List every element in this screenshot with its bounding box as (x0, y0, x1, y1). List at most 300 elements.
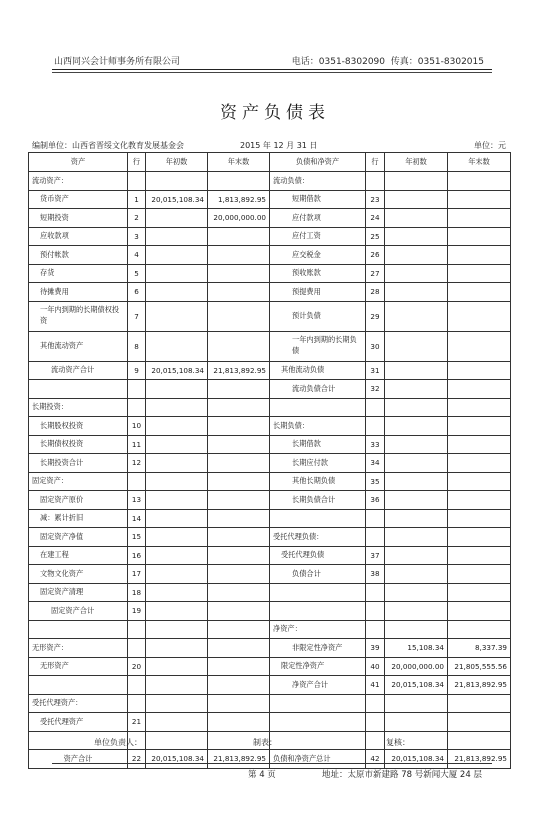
amount-cell: 1,813,892.95 (208, 190, 270, 209)
amount-cell (146, 602, 208, 621)
table-row (29, 639, 511, 658)
line-number-cell: 14 (128, 509, 146, 528)
liability-item-cell: 负债合计 (270, 565, 366, 584)
amount-cell (146, 283, 208, 302)
amount-cell: 20,015,108.34 (146, 750, 208, 769)
asset-item-cell: 文物文化资产 (29, 565, 128, 584)
liability-item-cell: 应付工资 (270, 227, 366, 246)
line-number-cell: 8 (128, 331, 146, 361)
line-number-cell: 4 (128, 246, 146, 265)
amount-cell (146, 491, 208, 510)
amount-cell (146, 639, 208, 658)
amount-cell (385, 435, 448, 454)
amount-cell (448, 491, 511, 510)
amount-cell (448, 731, 511, 750)
amount-cell (385, 620, 448, 639)
asset-item-cell: 待摊费用 (29, 283, 128, 302)
asset-item-cell: 一年内到期的长期债权投资 (29, 301, 128, 331)
amount-cell (448, 435, 511, 454)
liability-item-cell: 应付款项 (270, 209, 366, 228)
page-title: 资产负债表 (220, 103, 330, 123)
amount-cell (146, 435, 208, 454)
page-number: 第 4 页 (248, 770, 276, 780)
amount-cell (208, 491, 270, 510)
liability-item-cell: 一年内到期的长期负债 (270, 331, 366, 361)
table-row (29, 602, 511, 621)
asset-item-cell (29, 620, 128, 639)
liability-item-cell: 净资产合计 (270, 676, 366, 695)
amount-cell (385, 565, 448, 584)
column-header: 年末数 (208, 153, 270, 172)
footer-rule (52, 763, 492, 764)
amount-cell (146, 657, 208, 676)
column-header: 年初数 (146, 153, 208, 172)
amount-cell (448, 694, 511, 713)
amount-cell (448, 620, 511, 639)
line-number-cell: 11 (128, 435, 146, 454)
amount-cell: 21,813,892.95 (448, 676, 511, 695)
asset-item-cell: 流动资产： (29, 172, 128, 191)
amount-cell (146, 509, 208, 528)
line-number-cell: 33 (366, 435, 385, 454)
amount-cell (146, 398, 208, 417)
amount-cell (448, 283, 511, 302)
amount-cell (208, 546, 270, 565)
column-header: 行 (128, 153, 146, 172)
liability-item-cell: 受托代理负债 (270, 546, 366, 565)
asset-item-cell: 减：累计折旧 (29, 509, 128, 528)
asset-item-cell: 长期股权投资 (29, 417, 128, 436)
amount-cell (146, 694, 208, 713)
line-number-cell: 10 (128, 417, 146, 436)
line-number-cell (366, 731, 385, 750)
table-row (29, 264, 511, 283)
table-row (29, 209, 511, 228)
line-number-cell: 39 (366, 639, 385, 658)
line-number-cell: 20 (128, 657, 146, 676)
amount-cell (208, 565, 270, 584)
liability-item-cell: 预收账款 (270, 264, 366, 283)
amount-cell: 8,337.39 (448, 639, 511, 658)
amount-cell (146, 417, 208, 436)
line-number-cell (366, 509, 385, 528)
asset-item-cell: 预付帐款 (29, 246, 128, 265)
line-number-cell: 25 (366, 227, 385, 246)
liability-item-cell: 长期应付款 (270, 454, 366, 473)
table-row (29, 750, 511, 769)
asset-item-cell: 受托代理资产 (29, 713, 128, 732)
asset-item-cell (29, 676, 128, 695)
table-row (29, 417, 511, 436)
amount-cell (448, 172, 511, 191)
currency-unit: 单位：元 (474, 141, 506, 150)
table-row (29, 454, 511, 473)
line-number-cell: 41 (366, 676, 385, 695)
amount-cell (385, 454, 448, 473)
liability-item-cell: 非限定性净资产 (270, 639, 366, 658)
amount-cell (146, 301, 208, 331)
column-header: 负债和净资产 (270, 153, 366, 172)
firm-address: 地址：太原市新建路 78 号新闻大厦 24 层 (322, 770, 482, 780)
table-row (29, 398, 511, 417)
amount-cell (146, 380, 208, 399)
line-number-cell: 28 (366, 283, 385, 302)
asset-item-cell: 长期投资： (29, 398, 128, 417)
amount-cell (448, 380, 511, 399)
liability-item-cell: 限定性净资产 (270, 657, 366, 676)
liability-item-cell (270, 602, 366, 621)
table-row (29, 227, 511, 246)
amount-cell (208, 583, 270, 602)
table-row (29, 528, 511, 547)
amount-cell: 21,813,892.95 (448, 750, 511, 769)
amount-cell (448, 361, 511, 380)
asset-item-cell (29, 380, 128, 399)
table-row (29, 657, 511, 676)
amount-cell: 15,108.34 (385, 639, 448, 658)
line-number-cell (366, 398, 385, 417)
table-row (29, 283, 511, 302)
amount-cell (448, 417, 511, 436)
table-row (29, 491, 511, 510)
line-number-cell (366, 713, 385, 732)
signature-reviewer: 复核： (386, 738, 410, 747)
amount-cell: 20,000,000.00 (208, 209, 270, 228)
line-number-cell (128, 639, 146, 658)
liability-item-cell: 长期负债合计 (270, 491, 366, 510)
amount-cell (208, 639, 270, 658)
asset-item-cell: 应收款项 (29, 227, 128, 246)
line-number-cell: 40 (366, 657, 385, 676)
liability-item-cell: 预提费用 (270, 283, 366, 302)
amount-cell: 20,015,108.34 (385, 676, 448, 695)
amount-cell (208, 172, 270, 191)
report-date: 2015 年 12 月 31 日 (240, 141, 318, 150)
header-rule (52, 69, 492, 70)
amount-cell (208, 227, 270, 246)
line-number-cell: 9 (128, 361, 146, 380)
asset-item-cell: 长期投资合计 (29, 454, 128, 473)
asset-item-cell: 流动资产合计 (29, 361, 128, 380)
amount-cell (208, 676, 270, 695)
amount-cell (385, 283, 448, 302)
amount-cell: 20,015,108.34 (146, 190, 208, 209)
amount-cell: 20,015,108.34 (146, 361, 208, 380)
liability-item-cell (270, 398, 366, 417)
amount-cell (448, 190, 511, 209)
line-number-cell: 32 (366, 380, 385, 399)
amount-cell: 21,813,892.95 (208, 750, 270, 769)
phone-number: 电话：0351-8302090 (291, 57, 386, 67)
liability-item-cell: 应交税金 (270, 246, 366, 265)
amount-cell (448, 713, 511, 732)
amount-cell (448, 454, 511, 473)
amount-cell (208, 472, 270, 491)
table-row (29, 620, 511, 639)
amount-cell (385, 528, 448, 547)
line-number-cell: 31 (366, 361, 385, 380)
line-number-cell (128, 694, 146, 713)
amount-cell (448, 602, 511, 621)
liability-item-cell (270, 731, 366, 750)
amount-cell (146, 227, 208, 246)
amount-cell (208, 602, 270, 621)
asset-item-cell: 受托代理资产： (29, 694, 128, 713)
liability-item-cell: 流动负债合计 (270, 380, 366, 399)
liability-item-cell (270, 509, 366, 528)
table-row (29, 246, 511, 265)
liability-item-cell: 长期负债： (270, 417, 366, 436)
amount-cell (208, 264, 270, 283)
liability-item-cell (270, 713, 366, 732)
amount-cell (448, 583, 511, 602)
amount-cell (208, 246, 270, 265)
line-number-cell: 38 (366, 565, 385, 584)
table-row (29, 546, 511, 565)
line-number-cell: 6 (128, 283, 146, 302)
liability-item-cell: 短期借款 (270, 190, 366, 209)
asset-item-cell: 无形资产： (29, 639, 128, 658)
line-number-cell (128, 398, 146, 417)
liability-item-cell: 其他长期负债 (270, 472, 366, 491)
amount-cell: 21,805,555.56 (448, 657, 511, 676)
amount-cell (385, 172, 448, 191)
asset-item-cell: 短期投资 (29, 209, 128, 228)
asset-item-cell: 固定资产原价 (29, 491, 128, 510)
amount-cell (448, 331, 511, 361)
line-number-cell: 18 (128, 583, 146, 602)
asset-item-cell: 在建工程 (29, 546, 128, 565)
line-number-cell: 19 (128, 602, 146, 621)
contact-info (292, 54, 484, 67)
asset-item-cell: 长期债权投资 (29, 435, 128, 454)
reporting-entity: 编制单位：山西省晋绥文化教育发展基金会 (32, 141, 184, 150)
line-number-cell: 42 (366, 750, 385, 769)
line-number-cell: 26 (366, 246, 385, 265)
line-number-cell: 23 (366, 190, 385, 209)
liability-item-cell: 流动负债： (270, 172, 366, 191)
line-number-cell: 34 (366, 454, 385, 473)
table-row (29, 509, 511, 528)
amount-cell (385, 546, 448, 565)
amount-cell (146, 454, 208, 473)
line-number-cell (366, 528, 385, 547)
asset-item-cell: 无形资产 (29, 657, 128, 676)
amount-cell (448, 546, 511, 565)
table-row (29, 380, 511, 399)
table-row (29, 676, 511, 695)
amount-cell (385, 361, 448, 380)
line-number-cell: 37 (366, 546, 385, 565)
asset-item-cell: 固定资产： (29, 472, 128, 491)
liability-item-cell: 负债和净资产总计 (270, 750, 366, 769)
amount-cell (146, 246, 208, 265)
amount-cell (448, 472, 511, 491)
amount-cell (385, 472, 448, 491)
line-number-cell: 21 (128, 713, 146, 732)
amount-cell (448, 227, 511, 246)
balance-sheet-table (28, 152, 511, 769)
table-row (29, 301, 511, 331)
table-row (29, 172, 511, 191)
line-number-cell (128, 172, 146, 191)
line-number-cell (366, 583, 385, 602)
amount-cell (385, 227, 448, 246)
line-number-cell: 5 (128, 264, 146, 283)
amount-cell (146, 713, 208, 732)
amount-cell (385, 246, 448, 265)
column-header: 行 (366, 153, 385, 172)
line-number-cell: 17 (128, 565, 146, 584)
liability-item-cell: 净资产： (270, 620, 366, 639)
amount-cell (385, 398, 448, 417)
line-number-cell (128, 380, 146, 399)
amount-cell (208, 657, 270, 676)
amount-cell (385, 264, 448, 283)
amount-cell (385, 301, 448, 331)
liability-item-cell: 长期借款 (270, 435, 366, 454)
amount-cell (146, 264, 208, 283)
liability-item-cell (270, 583, 366, 602)
amount-cell (448, 528, 511, 547)
signature-principal: 单位负责人： (94, 738, 142, 747)
amount-cell (208, 620, 270, 639)
fax-number: 传真：0351-8302015 (390, 57, 484, 67)
table-row (29, 472, 511, 491)
amount-cell (385, 509, 448, 528)
table-header-row (29, 153, 511, 172)
table-row (29, 694, 511, 713)
column-header: 资产 (29, 153, 128, 172)
amount-cell (146, 528, 208, 547)
amount-cell (208, 283, 270, 302)
liability-item-cell: 其他流动负债 (270, 361, 366, 380)
line-number-cell: 16 (128, 546, 146, 565)
amount-cell (448, 398, 511, 417)
asset-item-cell: 固定资产净值 (29, 528, 128, 547)
amount-cell (146, 620, 208, 639)
amount-cell (385, 190, 448, 209)
line-number-cell (366, 172, 385, 191)
amount-cell (146, 209, 208, 228)
line-number-cell (366, 417, 385, 436)
table-row (29, 190, 511, 209)
column-header: 年初数 (385, 153, 448, 172)
column-header: 年末数 (448, 153, 511, 172)
line-number-cell (366, 620, 385, 639)
line-number-cell (366, 602, 385, 621)
table-row (29, 713, 511, 732)
amount-cell (208, 528, 270, 547)
amount-cell (208, 331, 270, 361)
liability-item-cell: 预计负债 (270, 301, 366, 331)
amount-cell (146, 565, 208, 584)
line-number-cell: 2 (128, 209, 146, 228)
line-number-cell: 29 (366, 301, 385, 331)
amount-cell (146, 472, 208, 491)
amount-cell (448, 301, 511, 331)
amount-cell (146, 172, 208, 191)
amount-cell (385, 209, 448, 228)
amount-cell (146, 546, 208, 565)
table-row (29, 565, 511, 584)
table-row (29, 361, 511, 380)
amount-cell (146, 676, 208, 695)
asset-item-cell: 存货 (29, 264, 128, 283)
asset-item-cell: 资产合计 (29, 750, 128, 769)
amount-cell (385, 380, 448, 399)
amount-cell (208, 454, 270, 473)
line-number-cell: 30 (366, 331, 385, 361)
amount-cell (448, 246, 511, 265)
amount-cell (385, 602, 448, 621)
amount-cell (208, 301, 270, 331)
line-number-cell: 22 (128, 750, 146, 769)
line-number-cell: 15 (128, 528, 146, 547)
amount-cell (448, 509, 511, 528)
line-number-cell: 36 (366, 491, 385, 510)
amount-cell (385, 491, 448, 510)
asset-item-cell: 货币资产 (29, 190, 128, 209)
line-number-cell (128, 676, 146, 695)
line-number-cell: 27 (366, 264, 385, 283)
line-number-cell (128, 472, 146, 491)
amount-cell: 20,000,000.00 (385, 657, 448, 676)
amount-cell (448, 264, 511, 283)
amount-cell (208, 713, 270, 732)
amount-cell (448, 565, 511, 584)
liability-item-cell (270, 694, 366, 713)
amount-cell (146, 331, 208, 361)
line-number-cell: 35 (366, 472, 385, 491)
amount-cell (208, 417, 270, 436)
liability-item-cell: 受托代理负债： (270, 528, 366, 547)
signature-preparer: 制表： (253, 738, 277, 747)
line-number-cell: 24 (366, 209, 385, 228)
asset-item-cell: 固定资产清理 (29, 583, 128, 602)
amount-cell (385, 417, 448, 436)
amount-cell (385, 713, 448, 732)
line-number-cell: 1 (128, 190, 146, 209)
line-number-cell (366, 694, 385, 713)
line-number-cell (128, 620, 146, 639)
amount-cell (385, 694, 448, 713)
amount-cell (385, 583, 448, 602)
asset-item-cell: 其他流动资产 (29, 331, 128, 361)
line-number-cell: 3 (128, 227, 146, 246)
amount-cell: 20,015,108.34 (385, 750, 448, 769)
firm-name: 山西同兴会计师事务所有限公司 (54, 57, 181, 67)
amount-cell (208, 380, 270, 399)
line-number-cell: 13 (128, 491, 146, 510)
table-row (29, 583, 511, 602)
amount-cell (146, 583, 208, 602)
line-number-cell: 7 (128, 301, 146, 331)
amount-cell: 21,813,892.95 (208, 361, 270, 380)
header-rule-thin (52, 72, 492, 73)
asset-item-cell: 固定资产合计 (29, 602, 128, 621)
table-row (29, 435, 511, 454)
amount-cell (146, 731, 208, 750)
table-row (29, 331, 511, 361)
amount-cell (208, 398, 270, 417)
line-number-cell: 12 (128, 454, 146, 473)
amount-cell (208, 435, 270, 454)
amount-cell (208, 694, 270, 713)
amount-cell (385, 331, 448, 361)
amount-cell (208, 509, 270, 528)
amount-cell (448, 209, 511, 228)
